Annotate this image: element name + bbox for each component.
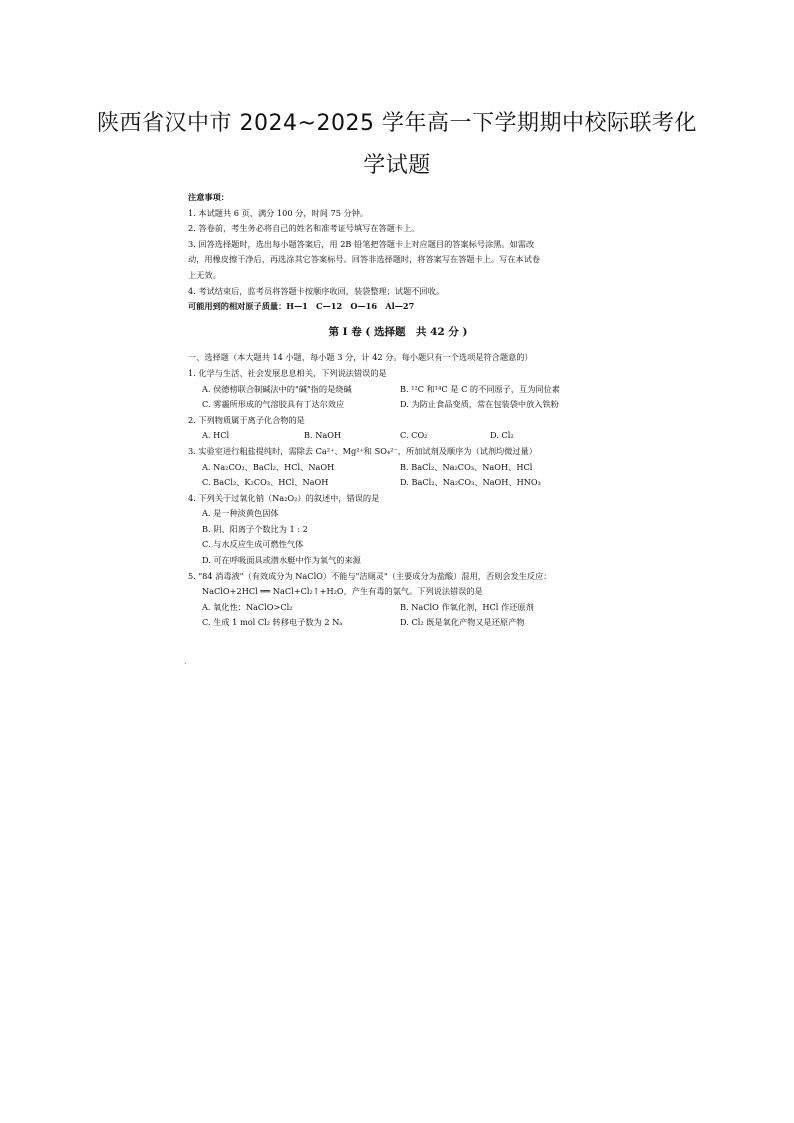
q2-option-b: B. NaOH <box>304 430 342 441</box>
question-3-options-row2 <box>188 475 608 491</box>
question-2-options <box>188 428 608 444</box>
q3-option-b: B. BaCl₂、Na₂CO₃、NaOH、HCl <box>400 461 533 472</box>
exam-body <box>188 190 608 631</box>
q4-option-a: A. 是一种淡黄色固体 <box>202 508 279 519</box>
question-3-options-row1 <box>188 460 608 476</box>
q1-option-d: D. 为防止食品变质，常在包装袋中放入铁粉 <box>400 399 559 410</box>
question-5-options-row1 <box>188 600 608 616</box>
q4-option-c: C. 与水反应生成可燃性气体 <box>202 539 304 550</box>
note-item: 3. 回答选择题时，选出每小题答案后，用 2B 铅笔把答题卡上对应题目的答案标号涂黑。如需改 <box>188 238 535 249</box>
note-item: 动，用橡皮擦干净后，再选涂其它答案标号。回答非选择题时，将答案写在答题卡上。写在本试卷 <box>188 254 541 265</box>
section-instruction: 一、选择题（本大题共 14 小题，每小题 3 分，计 42 分。每小题只有一个选项是符合题意的） <box>188 352 533 363</box>
atomic-mass-line: 可能用到的相对原子质量：H—1 C—12 O—16 Al—27 <box>188 301 415 312</box>
question-5-options-row2 <box>188 615 608 631</box>
q4-option-b: B. 阴、阳离子个数比为 1 : 2 <box>202 523 308 534</box>
q2-option-c: C. CO₂ <box>400 430 428 441</box>
q2-option-a: A. HCl <box>202 430 230 441</box>
q1-option-b: B. ¹²C 和¹⁴C 是 C 的不同原子，互为同位素 <box>400 383 560 394</box>
q5-option-b: B. NaClO 作氧化剂，HCl 作还原剂 <box>400 601 534 612</box>
question-1-options-row2 <box>188 397 608 413</box>
question-1-options-row1 <box>188 382 608 398</box>
question-5-equation: NaClO+2HCl ══ NaCl+Cl₂↑+H₂O，产生有毒的氯气。下列说法错误的是 <box>202 586 483 597</box>
question-5-stem: 5. "84 消毒液"（有效成分为 NaClO）不能与"洁厕灵"（主要成分为盐酸）混用，否则会发生反应： <box>188 570 552 581</box>
q1-option-c: C. 雾霾所形成的气溶胶具有丁达尔效应 <box>202 399 345 410</box>
notes-heading: 注意事项： <box>188 192 229 202</box>
note-item: 2. 答卷前，考生务必将自己的姓名和准考证号填写在答题卡上。 <box>188 223 420 234</box>
question-3-stem: 3. 实验室进行粗盐提纯时，需除去 Ca²⁺、Mg²⁺和 SO₄²⁻，所加试剂及顺序为（试剂均微过量） <box>188 445 537 456</box>
note-item: 上无效。 <box>188 269 221 280</box>
section-title: 第 Ⅰ 卷 ( 选择题 共 42 分 ) <box>328 325 468 338</box>
q5-option-c: C. 生成 1 mol Cl₂ 转移电子数为 2 Nₐ <box>202 617 343 628</box>
question-2-stem: 2. 下列物质属于离子化合物的是 <box>188 414 305 425</box>
question-4-stem: 4. 下列关于过氧化钠（Na₂O₂）的叙述中，错误的是 <box>188 492 380 503</box>
q5-option-a: A. 氧化性：NaClO>Cl₂ <box>202 601 293 612</box>
scan-speck: . <box>184 657 187 666</box>
note-item: 4. 考试结束后，监考员将答题卡按顺序收回，装袋整理；试题不回收。 <box>188 285 445 296</box>
q3-option-d: D. BaCl₂、Na₂CO₃、NaOH、HNO₃ <box>400 477 541 488</box>
note-item: 1. 本试题共 6 页，满分 100 分，时间 75 分钟。 <box>188 207 369 218</box>
q3-option-a: A. Na₂CO₃、BaCl₂、HCl、NaOH <box>202 461 335 472</box>
q3-option-c: C. BaCl₂、K₂CO₃、HCl、NaOH <box>202 477 329 488</box>
question-1-stem: 1. 化学与生活、社会发展息息相关，下列说法错误的是 <box>188 367 387 378</box>
page-title-line1: 陕西省汉中市 2024~2025 学年高一下学期期中校际联考化 <box>97 111 697 136</box>
q1-option-a: A. 侯德榜联合制碱法中的"碱"指的是烧碱 <box>202 383 352 394</box>
page-title-line2: 学试题 <box>363 153 431 178</box>
q2-option-d: D. Cl₂ <box>490 430 514 441</box>
q5-option-d: D. Cl₂ 既是氧化产物又是还原产物 <box>400 617 525 628</box>
q4-option-d: D. 可在呼吸面具或潜水艇中作为氧气的来源 <box>202 555 361 566</box>
